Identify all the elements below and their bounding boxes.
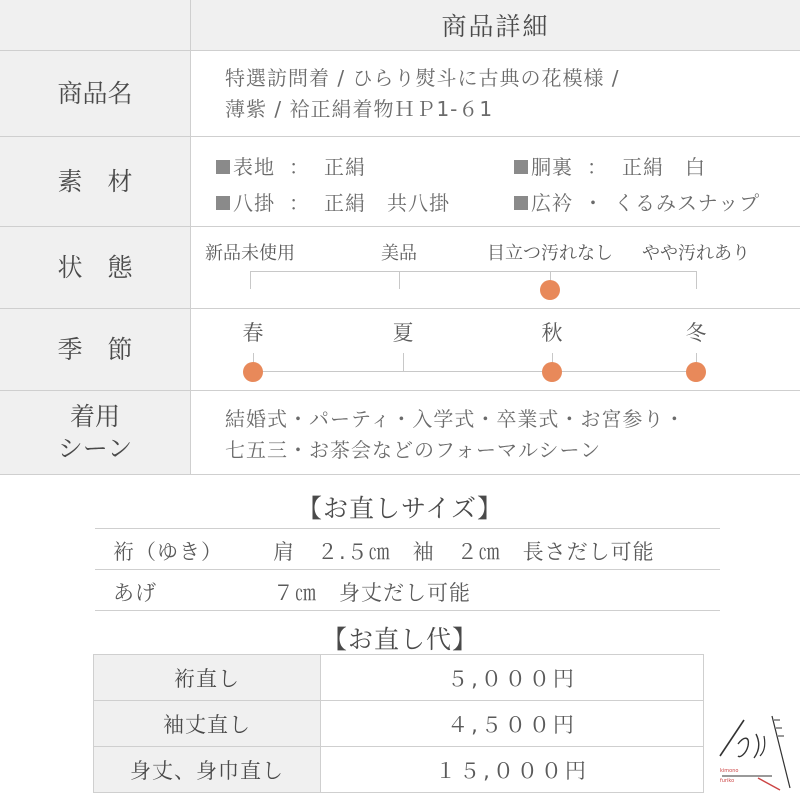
header-corner bbox=[0, 0, 191, 50]
material-name: 表地 bbox=[233, 155, 275, 179]
header-row bbox=[0, 0, 800, 50]
season-scale bbox=[191, 309, 800, 390]
brand-logo-mark bbox=[714, 706, 794, 792]
logo-text-kimono: kimono bbox=[720, 768, 739, 774]
condition-tick bbox=[399, 271, 400, 289]
size-row bbox=[95, 569, 720, 611]
product-name-label: 商品名 bbox=[0, 51, 191, 136]
season-selected-dot bbox=[243, 362, 263, 382]
season-option: 春 bbox=[242, 321, 264, 345]
material-sep: ： bbox=[587, 155, 608, 179]
scene-line1: 結婚式・パーティ・入学式・卒業式・お宮参り・ bbox=[225, 407, 686, 431]
size-value: ７㎝ 身丈だし可能 bbox=[273, 581, 471, 605]
material-item bbox=[514, 151, 706, 180]
alteration-size-table bbox=[95, 528, 720, 611]
condition-option: 美品 bbox=[381, 243, 417, 264]
material-label: 素 材 bbox=[0, 137, 191, 226]
square-bullet-icon bbox=[514, 196, 528, 210]
condition-option: やや汚れあり bbox=[642, 243, 750, 264]
price-row bbox=[94, 700, 703, 746]
material-name: 広衿 bbox=[531, 191, 573, 215]
season-tick bbox=[403, 353, 404, 371]
season-scale-line bbox=[253, 371, 696, 372]
alteration-size-title: 【お直しサイズ】 bbox=[296, 494, 503, 523]
square-bullet-icon bbox=[216, 196, 230, 210]
size-value: 肩 ２.５㎝ 袖 ２㎝ 長さだし可能 bbox=[273, 540, 655, 564]
season-selected-dot bbox=[686, 362, 706, 382]
material-name: 八掛 bbox=[233, 191, 275, 215]
condition-option: 新品未使用 bbox=[205, 243, 295, 264]
material-sep: ： bbox=[289, 155, 310, 179]
price-row bbox=[94, 655, 703, 700]
size-label: あげ bbox=[113, 581, 157, 605]
alteration-price-title: 【お直し代】 bbox=[321, 625, 478, 654]
condition-selected-dot bbox=[540, 280, 560, 300]
product-name-line2: 薄紫 / 袷正絹着物ＨＰ1-６1 bbox=[225, 97, 494, 121]
price-row bbox=[94, 746, 703, 792]
price-label: 袖丈直し bbox=[94, 701, 321, 746]
scene-label bbox=[0, 391, 191, 474]
logo-text-furiko: furiko bbox=[720, 778, 735, 784]
scene-value bbox=[191, 391, 800, 474]
header-title: 商品詳細 bbox=[441, 12, 550, 41]
material-value: 正絹 白 bbox=[622, 155, 706, 179]
scene-row bbox=[0, 390, 800, 474]
size-row bbox=[95, 528, 720, 569]
product-name-line1: 特選訪問着 / ひらり熨斗に古典の花模様 / bbox=[225, 66, 620, 90]
material-item bbox=[514, 187, 760, 216]
season-option: 夏 bbox=[392, 321, 414, 345]
price-label: 裄直し bbox=[94, 655, 321, 700]
season-label: 季 節 bbox=[0, 309, 191, 390]
square-bullet-icon bbox=[216, 160, 230, 174]
material-item bbox=[216, 151, 366, 180]
scene-label-line2: シーン bbox=[57, 433, 133, 463]
condition-tick bbox=[250, 271, 251, 289]
condition-row bbox=[0, 226, 800, 308]
condition-scale bbox=[191, 227, 800, 308]
price-label: 身丈、身巾直し bbox=[94, 747, 321, 792]
material-value: 正絹 bbox=[324, 155, 366, 179]
price-value: ４,５００円 bbox=[447, 712, 577, 737]
material-value: 正絹 共八掛 bbox=[324, 191, 450, 215]
material-row bbox=[0, 136, 800, 226]
condition-scale-line bbox=[250, 271, 696, 272]
price-value: １５,０００円 bbox=[435, 758, 589, 783]
material-values bbox=[191, 137, 800, 226]
material-name: 胴裏 bbox=[531, 155, 573, 179]
material-sep: ・ bbox=[583, 191, 604, 215]
season-option: 秋 bbox=[541, 321, 563, 345]
condition-tick bbox=[696, 271, 697, 289]
condition-label: 状 態 bbox=[0, 227, 191, 308]
season-selected-dot bbox=[542, 362, 562, 382]
price-value: ５,０００円 bbox=[447, 666, 577, 691]
season-row bbox=[0, 308, 800, 390]
material-item bbox=[216, 187, 450, 216]
season-option: 冬 bbox=[685, 321, 707, 345]
product-name-row bbox=[0, 50, 800, 136]
scene-line2: 七五三・お茶会などのフォーマルシーン bbox=[225, 438, 602, 462]
brand-logo bbox=[714, 706, 794, 792]
square-bullet-icon bbox=[514, 160, 528, 174]
material-sep: ： bbox=[289, 191, 310, 215]
product-name-value bbox=[191, 51, 800, 136]
alteration-price-table bbox=[93, 654, 704, 793]
size-label: 裄（ゆき） bbox=[113, 540, 223, 564]
scene-label-line1: 着用 bbox=[69, 402, 120, 432]
material-value: くるみスナップ bbox=[614, 191, 761, 215]
condition-option: 目立つ汚れなし bbox=[487, 243, 613, 264]
